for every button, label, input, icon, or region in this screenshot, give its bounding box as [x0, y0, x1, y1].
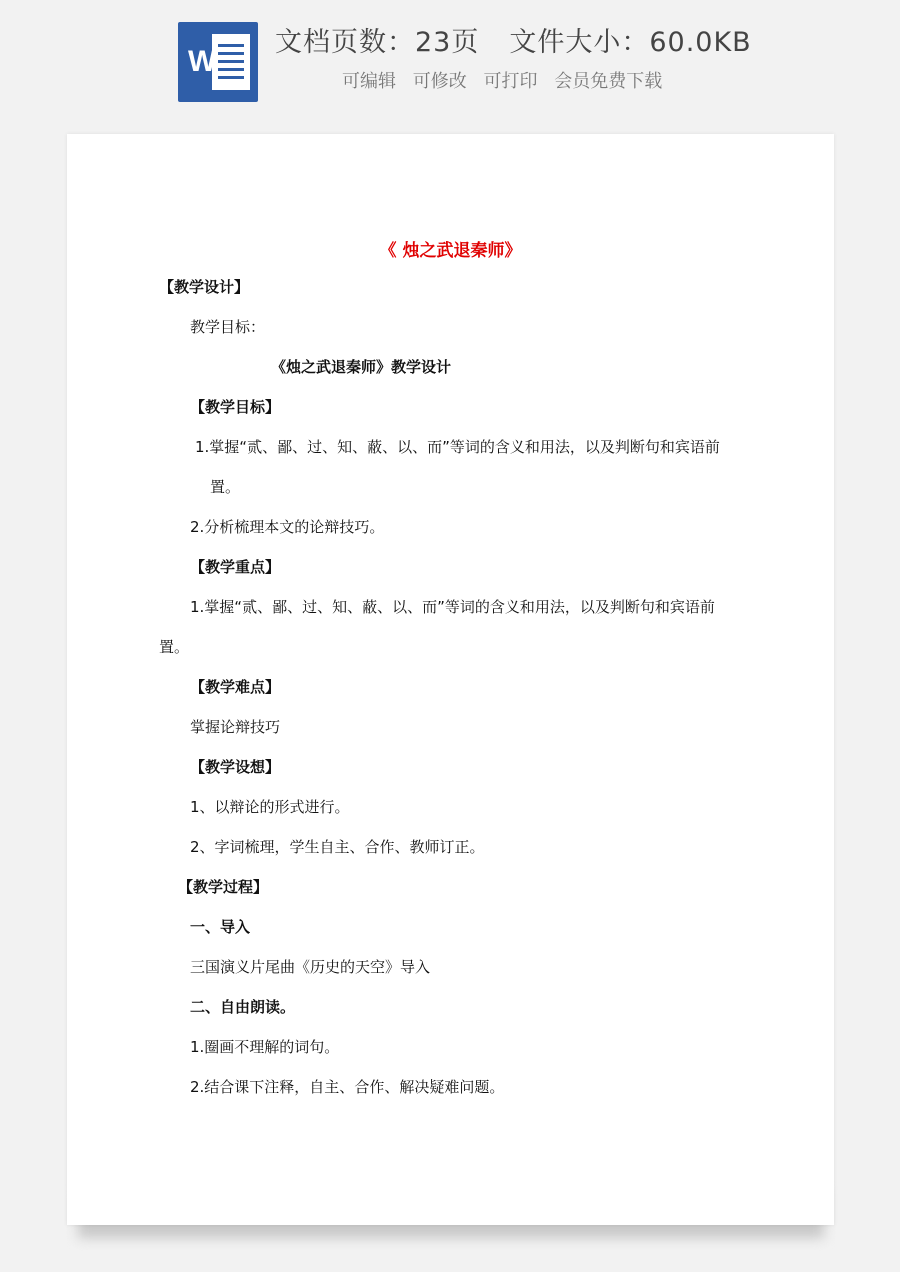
section-heading-difficulties: 【教学难点】: [190, 678, 281, 696]
feature-modifiable: 可修改: [412, 71, 467, 92]
section-heading-plan: 【教学设想】: [190, 758, 281, 776]
file-size: 文件大小：60.0KB: [509, 27, 752, 58]
word-icon-page: [212, 34, 250, 90]
feature-list: [342, 67, 673, 93]
feature-member-download: 会员免费下载: [554, 71, 663, 92]
goal-item-1-cont: 置。: [210, 478, 241, 496]
key-point-1-cont: 置。: [159, 638, 190, 656]
process-step-intro: 一、导入: [190, 918, 251, 936]
difficulty-item: 掌握论辩技巧: [190, 718, 281, 736]
section-heading-goals: 【教学目标】: [190, 398, 281, 416]
section-heading-process: 【教学过程】: [178, 878, 269, 896]
goal-item-2: 2.分析梳理本文的论辩技巧。: [190, 518, 385, 536]
subtitle: 《烛之武退秦师》教学设计: [271, 358, 452, 376]
plan-item-2: 2、字词梳理，学生自主、合作、教师订正。: [190, 838, 485, 856]
document-title: 《 烛之武退秦师》: [379, 241, 522, 261]
file-info: [275, 20, 752, 59]
plan-item-1: 1、以辩论的形式进行。: [190, 798, 350, 816]
reading-item-1: 1.圈画不理解的词句。: [190, 1038, 340, 1056]
page-count: 文档页数：23页: [275, 27, 480, 58]
reading-item-2: 2.结合课下注释，自主、合作、解决疑难问题。: [190, 1078, 505, 1096]
word-icon-letter: W: [188, 45, 217, 78]
feature-editable: 可编辑: [342, 71, 396, 92]
goal-item-1: 1.掌握“贰、鄙、过、知、蔽、以、而”等词的含义和用法，以及判断句和宾语前: [195, 438, 720, 456]
process-step-reading: 二、自由朗读。: [190, 998, 296, 1016]
word-document-icon: [178, 22, 258, 102]
document-page: [67, 134, 834, 1225]
process-intro-text: 三国演义片尾曲《历史的天空》导入: [190, 958, 431, 976]
feature-printable: 可打印: [483, 71, 538, 92]
teaching-goal-label: 教学目标：: [190, 318, 266, 336]
section-heading-key-points: 【教学重点】: [190, 558, 281, 576]
section-heading-teaching-design: 【教学设计】: [159, 278, 250, 296]
key-point-1: 1.掌握“贰、鄙、过、知、蔽、以、而”等词的含义和用法，以及判断句和宾语前: [190, 598, 715, 616]
download-header: [0, 0, 900, 120]
